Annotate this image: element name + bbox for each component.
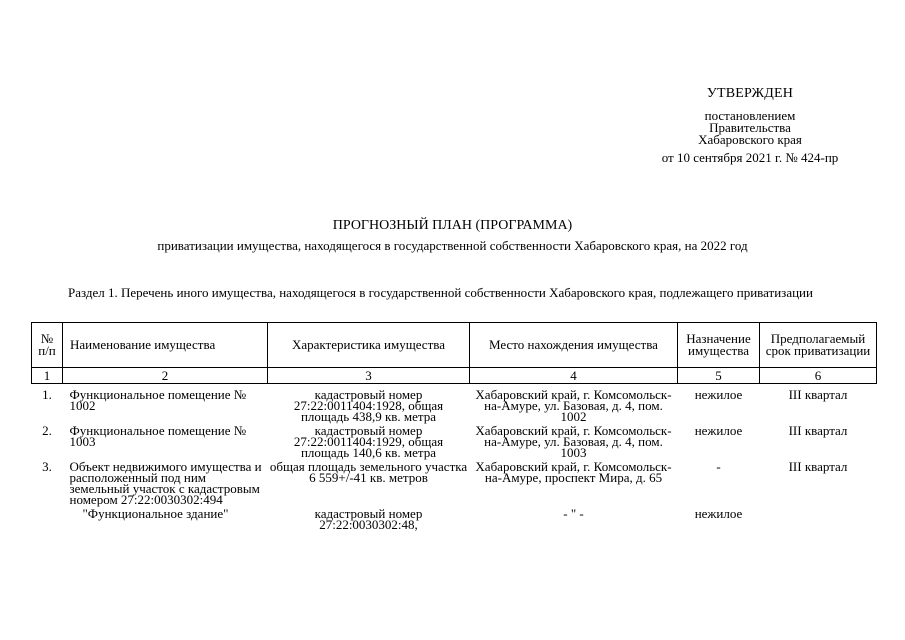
row-location: Хабаровский край, г. Комсомольск-на-Амуре, проспект Мира, д. 65: [475, 459, 672, 485]
row-term: III квартал: [788, 423, 848, 438]
row-num: 2.: [42, 423, 52, 438]
header-characteristics: Характеристика имущества: [268, 323, 470, 368]
column-number-row: [32, 368, 877, 384]
row-name: Функциональное помещение № 1003: [69, 423, 247, 449]
table-row: [32, 386, 877, 422]
approval-line-3: Хабаровского края: [698, 132, 802, 147]
row-location: - " -: [563, 506, 584, 521]
row-purpose: -: [716, 459, 721, 474]
header-name: Наименование имущества: [63, 323, 268, 368]
document-subtitle: приватизации имущества, находящегося в государственной собственности Хабаровского края, на 2022 год: [157, 238, 748, 253]
document-title: ПРОГНОЗНЫЙ ПЛАН (ПРОГРАММА): [332, 218, 573, 233]
header-term: Предполагаемый срок приватизации: [760, 323, 877, 368]
row-location: Хабаровский край, г. Комсомольск-на-Амуре, ул. Базовая, д. 4, пом. 1003: [475, 423, 672, 460]
row-characteristics: кадастровый номер 27:22:0011404:1929, общая площадь 140,6 кв. метра: [293, 423, 444, 460]
row-num: [32, 505, 63, 530]
table-header-row: [32, 323, 877, 368]
row-name: Объект недвижимого имущества и расположенный под ним земельный участок с кадастровым номером 27:22:0030302:494: [69, 459, 262, 507]
row-characteristics: кадастровый номер 27:22:0011404:1928, общая площадь 438,9 кв. метра: [293, 387, 444, 424]
row-characteristics: кадастровый номер 27:22:0030302:48,: [314, 506, 423, 532]
row-purpose: нежилое: [694, 423, 743, 438]
approval-heading: УТВЕРЖДЕН: [706, 86, 794, 101]
table-row: [32, 422, 877, 458]
row-purpose: нежилое: [694, 506, 743, 521]
header-num: № п/п: [32, 323, 63, 368]
approval-date: от 10 сентября 2021 г. № 424-пр: [661, 150, 839, 165]
row-term: III квартал: [788, 459, 848, 474]
row-num: 3.: [42, 459, 52, 474]
column-number: 5: [678, 368, 760, 384]
column-number: 2: [63, 368, 268, 384]
column-number: 1: [32, 368, 63, 384]
column-number: 6: [760, 368, 877, 384]
table-row: [32, 505, 877, 530]
table-row: [32, 458, 877, 505]
row-num: 1.: [42, 387, 52, 402]
row-term: III квартал: [788, 387, 848, 402]
property-table: [31, 322, 877, 530]
row-characteristics: общая площадь земельного участка 6 559+/-41 кв. метров: [269, 459, 468, 485]
header-location: Место нахождения имущества: [470, 323, 678, 368]
section-title: Раздел 1. Перечень иного имущества, находящегося в государственной собственности Хабаровского края, подлежащего приватизации: [68, 285, 813, 300]
approval-line-2: Правительства: [709, 120, 791, 135]
row-name: "Функциональное здание": [82, 506, 229, 521]
row-location: Хабаровский край, г. Комсомольск-на-Амуре, ул. Базовая, д. 4, пом. 1002: [475, 387, 672, 424]
approval-block: [640, 88, 860, 164]
row-name: Функциональное помещение № 1002: [69, 387, 247, 413]
header-purpose: Назначение имущества: [678, 323, 760, 368]
row-term: [760, 505, 877, 530]
row-purpose: нежилое: [694, 387, 743, 402]
column-number: 3: [268, 368, 470, 384]
column-number: 4: [470, 368, 678, 384]
approval-line-1: постановлением: [704, 108, 796, 123]
